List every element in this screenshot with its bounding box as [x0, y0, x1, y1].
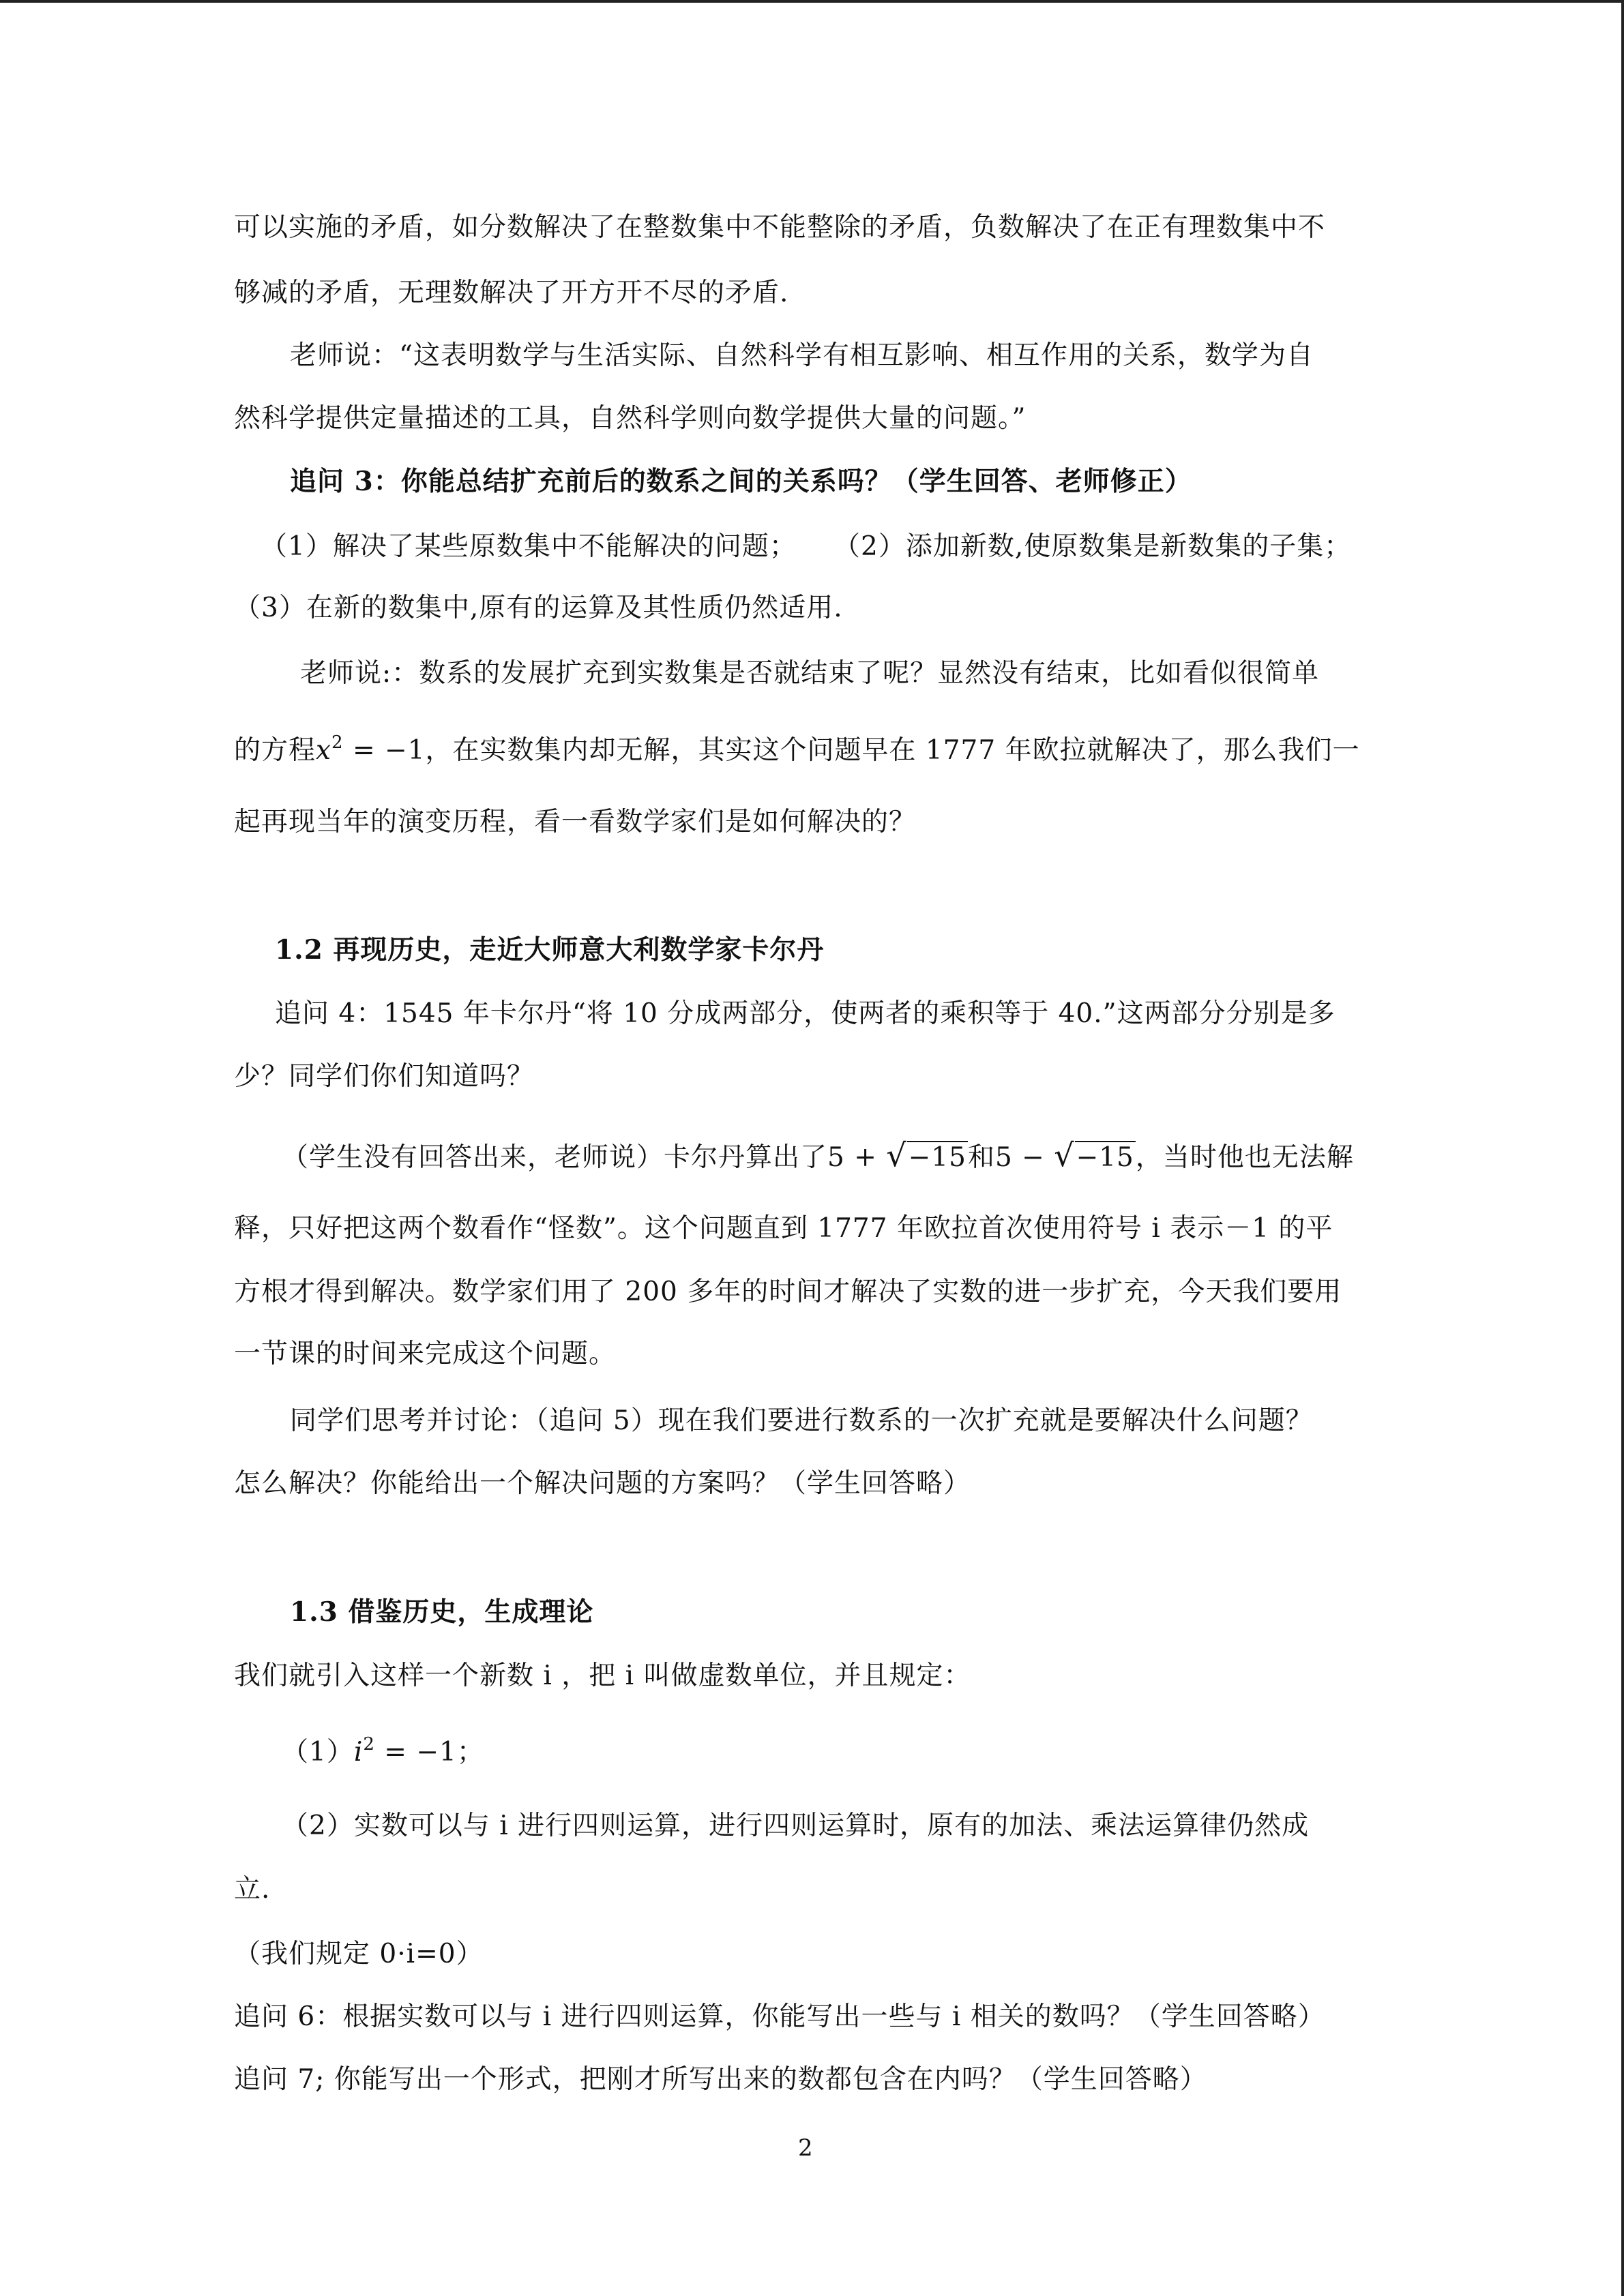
i-squared-formula: $i^2 = -1$	[353, 1734, 457, 1768]
rule-1: $(1)i^2 = -1$；	[282, 1734, 484, 1768]
section-heading-1-2: 1.2 再现历史，走近大师意大利数学家卡尔丹	[275, 934, 825, 966]
cardano-numbers: 5 + √−15和5 − √−15	[827, 1137, 1134, 1174]
discussion-line: 怎么解决？你能给出一个解决问题的方案吗？（学生回答略）	[234, 1468, 971, 1499]
equation-line	[234, 733, 1360, 769]
rule-1-label: （1）	[282, 1737, 354, 1768]
paragraph-line: 释，只好把这两个数看作“怪数”。这个问题直到 1777 年欧拉首次使用符号 i 表示－1 的平	[234, 1213, 1333, 1244]
page-number: 2	[798, 2134, 813, 2162]
cardano-line-text: （学生没有回答出来，老师说）卡尔丹算出了	[282, 1142, 828, 1173]
cardano-line-text: ，当时他也无法解	[1135, 1142, 1354, 1173]
question-4-cont: 少？同学们你们知道吗？	[234, 1061, 535, 1092]
discussion-line: 同学们思考并讨论：（追问 5）现在我们要进行数系的一次扩充就是要解决什么问题？	[290, 1405, 1313, 1436]
equation-line-text: 的方程	[234, 735, 316, 766]
relation-item-1: （1）解决了某些原数集中不能解决的问题；	[261, 531, 797, 562]
page-border-right	[1621, 0, 1624, 2296]
rule-2: （2）实数可以与 i 进行四则运算，进行四则运算时，原有的加法、乘法运算律仍然成	[282, 1810, 1310, 1841]
paragraph-line: 可以实施的矛盾，如分数解决了在整数集中不能整除的矛盾，负数解决了在正有理数集中不	[234, 212, 1326, 243]
question-3: 追问 3：你能总结扩充前后的数系之间的关系吗？（学生回答、老师修正）	[290, 466, 1192, 497]
relation-item-2: （2）添加新数,使原数集是新数集的子集；	[833, 531, 1352, 562]
paragraph-line: 起再现当年的演变历程，看一看数学家们是如何解决的？	[234, 807, 917, 837]
teacher-remark-line: 老师说:：数系的发展扩充到实数集是否就结束了呢？显然没有结束，比如看似很简单	[300, 658, 1320, 689]
teacher-quote-line: 然科学提供定量描述的工具，自然科学则向数学提供大量的问题。”	[234, 403, 1027, 434]
paragraph-line: （我们规定 0·i=0）	[234, 1939, 484, 1969]
question-7: 追问 7; 你能写出一个形式，把刚才所写出来的数都包含在内吗？（学生回答略）	[234, 2064, 1207, 2095]
teacher-quote-line: 老师说：“这表明数学与生活实际、自然科学有相互影响、相互作用的关系，数学为自	[290, 340, 1314, 371]
section-heading-1-3: 1.3 借鉴历史，生成理论	[290, 1596, 594, 1628]
rule-2-cont: 立.	[234, 1874, 271, 1905]
paragraph-line: 方根才得到解决。数学家们用了 200 多年的时间才解决了实数的进一步扩充，今天我们要用	[234, 1277, 1342, 1307]
cardano-line	[282, 1137, 1354, 1176]
page-border-top	[0, 0, 1624, 3]
paragraph-line: 我们就引入这样一个新数 i ，把 i 叫做虚数单位，并且规定：	[234, 1660, 971, 1691]
paragraph-line: 一节课的时间来完成这个问题。	[234, 1339, 617, 1369]
question-6: 追问 6：根据实数可以与 i 进行四则运算，你能写出一些与 i 相关的数吗？（学生回答略）	[234, 2001, 1325, 2032]
equation-x-squared: $x^2 = -1$	[316, 732, 426, 766]
question-4: 追问 4：1545 年卡尔丹“将 10 分成两部分，使两者的乘积等于 40.”这两部分分别是多	[275, 998, 1335, 1029]
equation-line-text: ，在实数集内却无解，其实这个问题早在 1777 年欧拉就解决了，那么我们一	[425, 735, 1360, 766]
paragraph-line: 够减的矛盾，无理数解决了开方开不尽的矛盾.	[234, 278, 789, 308]
relation-item-3: （3）在新的数集中,原有的运算及其性质仍然适用.	[234, 593, 843, 623]
